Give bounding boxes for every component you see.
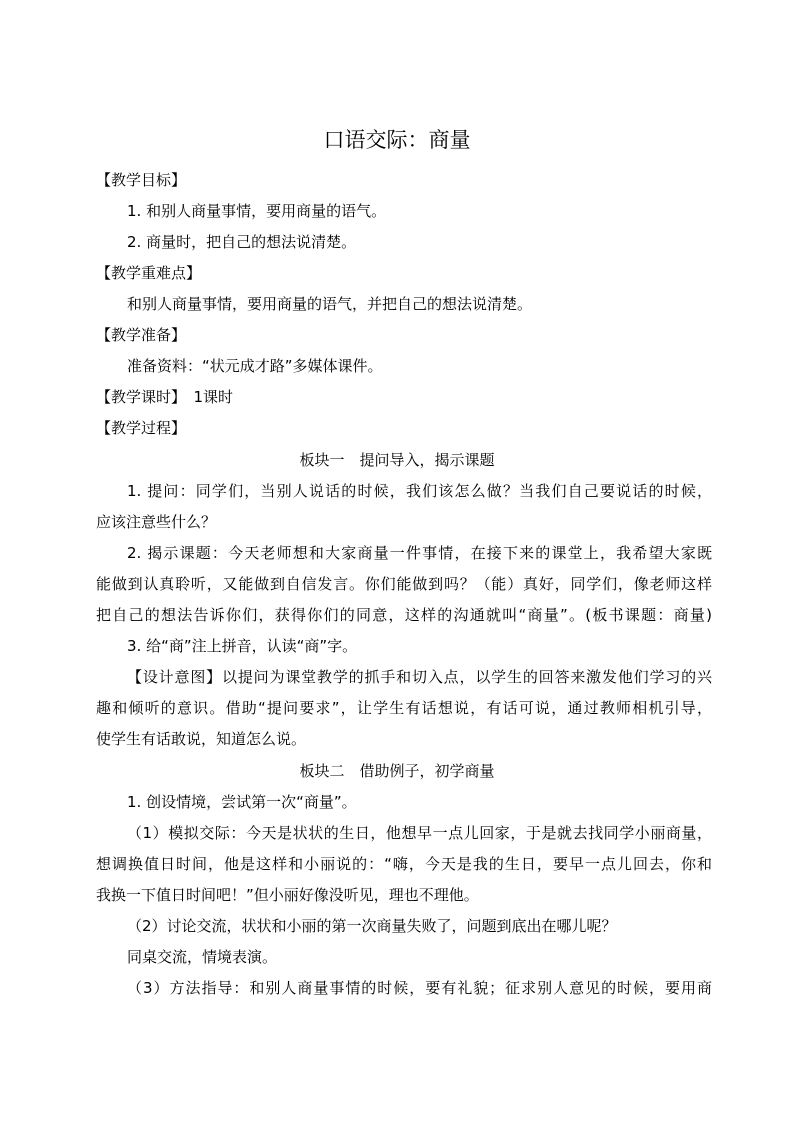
section-heading-preparation: 【教学准备】 — [96, 326, 187, 344]
section-heading-process: 【教学过程】 — [96, 419, 187, 437]
paragraph-line: （1）模拟交际：今天是状状的生日，他想早一点儿回家，于是就去找同学小丽商量， — [127, 824, 712, 842]
document-title: 口语交际：商量 — [323, 128, 471, 152]
block-2-heading: 板块二 借助例子，初学商量 — [299, 762, 495, 780]
block-1-heading: 板块一 提问导入，揭示课题 — [299, 451, 495, 469]
paragraph-line: 1. 创设情境，尝试第一次“商量”。 — [127, 793, 357, 811]
paragraph-line: 想调换值日时间，他是这样和小丽说的：“嗨，今天是我的生日，要早一点儿回去，你和 — [96, 855, 712, 873]
paragraph-line: 同桌交流，情境表演。 — [127, 948, 278, 966]
key-points-text: 和别人商量事情，要用商量的语气，并把自己的想法说清楚。 — [127, 295, 533, 313]
design-intent-line: 使学生有话敢说，知道怎么说。 — [96, 730, 307, 748]
paragraph-line: 我换一下值日时间吧！”但小丽好像没听见，理也不理他。 — [96, 886, 479, 904]
paragraph-line: （2）讨论交流，状状和小丽的第一次商量失败了，问题到底出在哪儿呢？ — [127, 917, 617, 935]
objective-1: 1. 和别人商量事情，要用商量的语气。 — [127, 202, 387, 220]
paragraph-line: 能做到认真聆听，又能做到自信发言。你们能做到吗？（能）真好，同学们，像老师这样 — [96, 575, 712, 593]
paragraph-line: （3）方法指导：和别人商量事情的时候，要有礼貌；征求别人意见的时候，要用商 — [127, 979, 712, 997]
paragraph-line: 应该注意些什么？ — [96, 513, 217, 531]
design-intent-line: 趣和倾听的意识。借助“提问要求”，让学生有话想说，有话可说，通过教师相机引导， — [96, 699, 712, 717]
section-heading-hours: 【教学课时】 1课时 — [96, 388, 234, 406]
design-intent-line: 【设计意图】以提问为课堂教学的抓手和切入点，以学生的回答来激发他们学习的兴 — [127, 668, 712, 686]
paragraph-line: 2. 揭示课题：今天老师想和大家商量一件事情，在接下来的课堂上，我希望大家既 — [127, 544, 712, 562]
paragraph-line: 1. 提问：同学们，当别人说话的时候，我们该怎么做？当我们自己要说话的时候， — [127, 482, 712, 500]
paragraph-line: 把自己的想法告诉你们，获得你们的同意，这样的沟通就叫“商量”。(板书课题：商量) — [96, 606, 712, 624]
section-heading-objectives: 【教学目标】 — [96, 171, 187, 189]
section-heading-key-points: 【教学重难点】 — [96, 264, 202, 282]
preparation-text: 准备资料：“状元成才路”多媒体课件。 — [127, 357, 383, 375]
objective-2: 2. 商量时，把自己的想法说清楚。 — [127, 233, 357, 251]
paragraph-line: 3. 给“商”注上拼音，认读“商”字。 — [127, 637, 358, 655]
